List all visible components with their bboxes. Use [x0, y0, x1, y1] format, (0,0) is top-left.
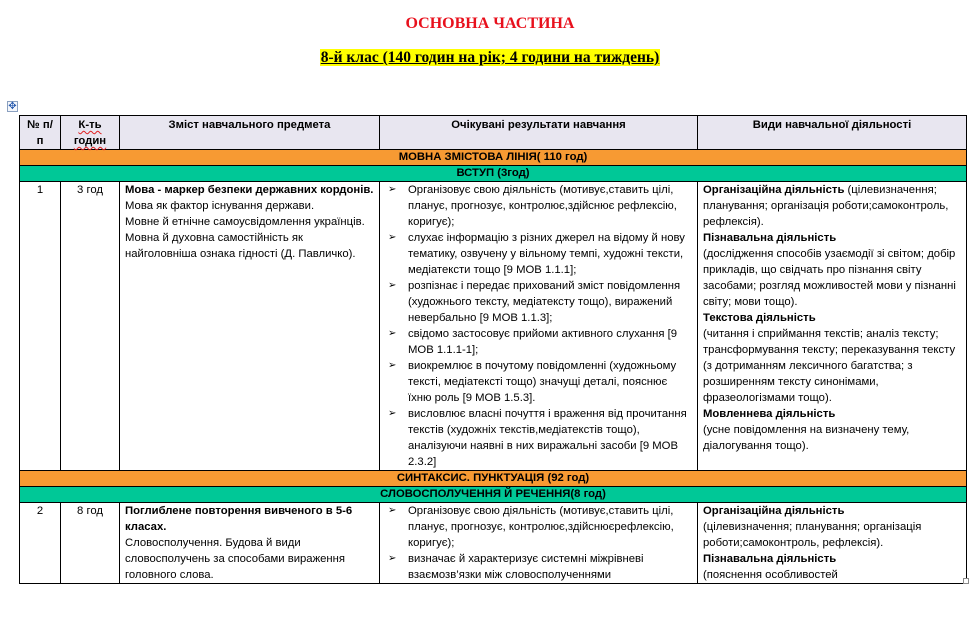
- subsection-band-row: [20, 487, 967, 503]
- activity-text: (цілевизначення; планування; організація роботи;самоконтроль, рефлексія).: [703, 184, 949, 228]
- activity-block: [703, 406, 961, 454]
- arrow-bullet-icon: ➢: [388, 328, 397, 339]
- activity-text: (пояснення особливостей: [703, 569, 838, 581]
- content-line: Мовне й етнічне самоусвідомлення українців.: [125, 216, 365, 228]
- content-title: Поглиблене повторення вивченого в 5-6 класах.: [125, 505, 353, 533]
- content-line: Мова як фактор існування держави.: [125, 200, 315, 212]
- activity-heading: Організаційна діяльність: [703, 505, 845, 517]
- activity-text: (цілевизначення; планування; організація роботи;самоконтроль, рефлексія).: [703, 521, 922, 549]
- activity-heading: Пізнавальна діяльність: [703, 232, 837, 244]
- intro-band: ВСТУП (3год): [20, 166, 967, 182]
- result-item: ➢ слухає інформацію з різних джерел на відому й нову тематику, озвучену у вільному темпі, художні тексти, медіатексти тощо [9 МОВ 1.1.1];: [388, 232, 685, 276]
- content-line: Мовна й духовна самостійність як найголовніша ознака гідності (Д. Павличко).: [125, 232, 356, 260]
- row-results: [380, 182, 698, 471]
- table-row: [20, 503, 967, 584]
- results-list: [385, 182, 692, 470]
- activity-text: (усне повідомлення на визначену тему, діалогування тощо).: [703, 424, 910, 452]
- result-item: ➢ розпізнає і передає прихований зміст повідомлення (художнього тексту, медіатексту тощо), виражений невербально [9 МОВ 1.1.3];: [388, 280, 681, 324]
- arrow-bullet-icon: ➢: [388, 280, 397, 291]
- table-move-handle-icon[interactable]: ✥: [8, 101, 17, 112]
- activity-block: [703, 503, 961, 551]
- result-item: ➢ висловлює власні почуття і враження від прочитання текстів (художніх текстів,медіатекстів тощо), аналізуючи наявні в них виражальні засоби [9 МОВ 2.3.2]: [388, 408, 687, 468]
- content-line: Словосполучення. Будова й види словосполучень за способами вираження головного слова.: [125, 537, 346, 581]
- page-title: ОСНОВНА ЧАСТИНА: [405, 15, 575, 32]
- results-list: [385, 503, 692, 583]
- arrow-bullet-icon: ➢: [388, 232, 397, 243]
- section-band-row: [20, 471, 967, 487]
- content-line-band: СИНТАКСИС. ПУНКТУАЦІЯ (92 год): [20, 471, 967, 487]
- activity-text: (читання і сприймання текстів; аналіз тексту; трансформування тексту; переказування тексту (з дотриманням лексичного багатства; з розширенням тексту синонімами, фразеологізмами тощо).: [703, 328, 956, 404]
- row-number: 1: [20, 182, 61, 471]
- arrow-bullet-icon: ➢: [388, 505, 397, 516]
- class-subtitle: 8-й клас (140 годин на рік; 4 години на тиждень): [320, 49, 660, 66]
- arrow-bullet-icon: ➢: [388, 408, 397, 419]
- activity-heading: Організаційна діяльність: [703, 184, 845, 196]
- activity-block: [703, 310, 961, 406]
- header-content: Зміст навчального предмета: [120, 116, 380, 150]
- row-content: [120, 182, 380, 471]
- result-item: ➢ визначає й характеризує системні міжрівневі взаємозв’язки між словосполученнями: [388, 553, 644, 581]
- header-results: Очікувані результати навчання: [380, 116, 698, 150]
- row-hours: 3 год: [61, 182, 120, 471]
- header-num: № п/п: [20, 116, 61, 150]
- section-band: СЛОВОСПОЛУЧЕННЯ Й РЕЧЕННЯ(8 год): [20, 487, 967, 503]
- result-item: ➢ свідомо застосовує прийоми активного слухання [9 МОВ 1.1.1-1];: [388, 328, 678, 356]
- table-resize-handle-icon[interactable]: [963, 578, 969, 584]
- activity-heading: Текстова діяльність: [703, 312, 816, 324]
- activity-block: [703, 182, 961, 230]
- row-activities: [698, 182, 967, 471]
- row-content: [120, 503, 380, 584]
- subtitle-wrapper: [0, 49, 980, 67]
- result-item: ➢ виокремлює в почутому повідомленні (художньому тексті, медіатексті тощо) значущі деталі, пояснює їхню роль [9 МОВ 1.5.3].: [388, 360, 677, 404]
- activity-heading: Пізнавальна діяльність: [703, 553, 837, 565]
- curriculum-table: [19, 115, 967, 584]
- activity-block: [703, 551, 961, 583]
- arrow-bullet-icon: ➢: [388, 184, 397, 195]
- row-hours: 8 год: [61, 503, 120, 584]
- content-line-band: МОВНА ЗМІСТОВА ЛІНІЯ( 110 год): [20, 150, 967, 166]
- subsection-band-row: [20, 166, 967, 182]
- table-header-row: [20, 116, 967, 150]
- activity-text: (дослідження способів узаємодії зі світом; добір прикладів, що свідчать про пізнання світу засобами; розгляд можливостей мови у пізнанні світу; мови тощо).: [703, 248, 956, 308]
- arrow-bullet-icon: ➢: [388, 360, 397, 371]
- activity-heading: Мовленнева діяльність: [703, 408, 836, 420]
- row-number: 2: [20, 503, 61, 584]
- activity-block: [703, 230, 961, 310]
- header-activities: Види навчальної діяльності: [698, 116, 967, 150]
- result-item: ➢ Організовує свою діяльність (мотивує,ставить цілі, планує, прогнозує, контролює,здійснюєрефлексію, коригує);: [388, 505, 674, 549]
- row-results: [380, 503, 698, 584]
- row-activities: [698, 503, 967, 584]
- header-hours: К-ть годин: [61, 116, 120, 150]
- arrow-bullet-icon: ➢: [388, 553, 397, 564]
- table-row: [20, 182, 967, 471]
- content-title: Мова - маркер безпеки державних кордонів.: [125, 184, 374, 196]
- section-band-row: [20, 150, 967, 166]
- result-item: ➢ Організовує свою діяльність (мотивує,ставить цілі, планує, прогнозує, контролює,здійснює рефлексію, коригує);: [388, 184, 677, 228]
